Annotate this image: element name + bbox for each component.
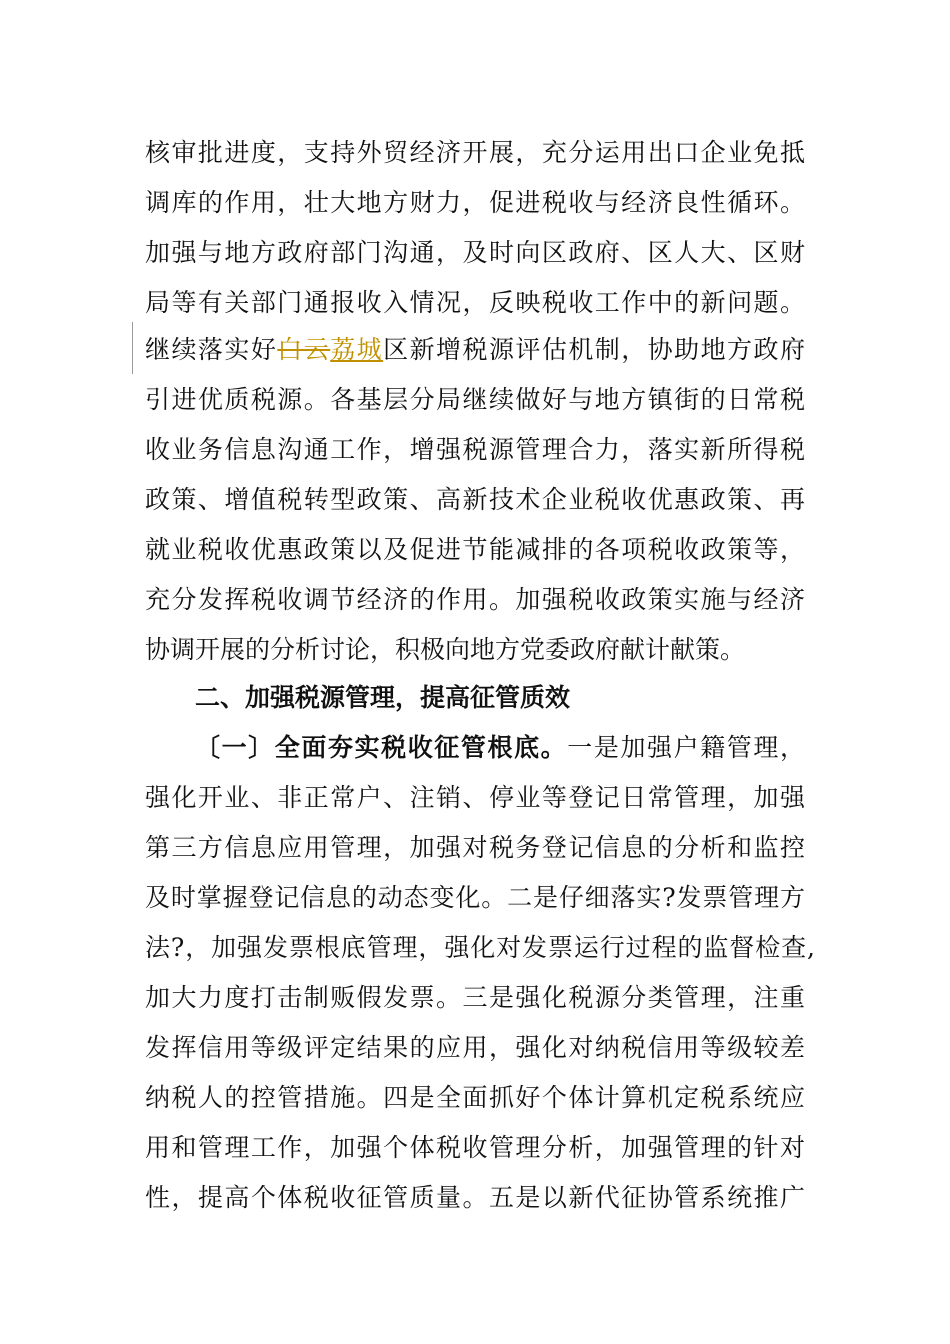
body-line: 发挥信用等级评定结果的应用，强化对纳税信用等级较差 bbox=[145, 1033, 805, 1062]
body-line: 纳税人的控管措施。四是全面抓好个体计算机定税系统应 bbox=[145, 1083, 805, 1112]
revision-after: 区新增税源评估机制，协助地方政府 bbox=[383, 335, 805, 364]
body-line: 及时掌握登记信息的动态变化。二是仔细落实?发票管理方 bbox=[145, 883, 805, 912]
body-line: 局等有关部门通报收入情况，反映税收工作中的新问题。 bbox=[145, 288, 805, 317]
revision-line bbox=[145, 325, 805, 375]
body-line: 政策、增值税转型政策、高新技术企业税收优惠政策、再 bbox=[145, 485, 805, 514]
revision-change-bar bbox=[132, 322, 133, 374]
body-line: 就业税收优惠政策以及促进节能减排的各项税收政策等， bbox=[145, 535, 805, 564]
subsection-lead-rest: 一是加强户籍管理， bbox=[567, 733, 805, 762]
revision-before: 继续落实好 bbox=[145, 335, 278, 364]
body-line: 第三方信息应用管理，加强对税务登记信息的分析和监控 bbox=[145, 833, 805, 862]
subsection-title: 〔一〕全面夯实税收征管根底。 bbox=[195, 733, 568, 762]
body-line: 强化开业、非正常户、注销、停业等登记日常管理，加强 bbox=[145, 783, 805, 812]
body-line: 加大力度打击制贩假发票。三是强化税源分类管理，注重 bbox=[145, 983, 805, 1012]
body-line: 协调开展的分析讨论，积极向地方党委政府献计献策。 bbox=[145, 635, 746, 664]
body-line: 调库的作用，壮大地方财力，促进税收与经济良性循环。 bbox=[145, 188, 805, 217]
body-line: 性，提高个体税收征管质量。五是以新代征协管系统推广 bbox=[145, 1183, 805, 1212]
deleted-text: 白云 bbox=[277, 335, 331, 364]
inserted-text: 荔城 bbox=[330, 335, 384, 364]
body-line: 加强与地方政府部门沟通，及时向区政府、区人大、区财 bbox=[145, 238, 805, 267]
body-line: 核审批进度，支持外贸经济开展，充分运用出口企业免抵 bbox=[145, 138, 805, 167]
body-line: 法?，加强发票根底管理，强化对发票运行过程的监督检查, bbox=[145, 933, 815, 962]
body-line: 用和管理工作，加强个体税收管理分析，加强管理的针对 bbox=[145, 1133, 805, 1162]
subsection-lead-line bbox=[195, 723, 805, 773]
body-line: 收业务信息沟通工作，增强税源管理合力，落实新所得税 bbox=[145, 435, 805, 464]
body-line: 引进优质税源。各基层分局继续做好与地方镇街的日常税 bbox=[145, 385, 805, 414]
body-line: 充分发挥税收调节经济的作用。加强税收政策实施与经济 bbox=[145, 585, 805, 614]
section-heading: 二、加强税源管理，提高征管质效 bbox=[195, 683, 571, 712]
